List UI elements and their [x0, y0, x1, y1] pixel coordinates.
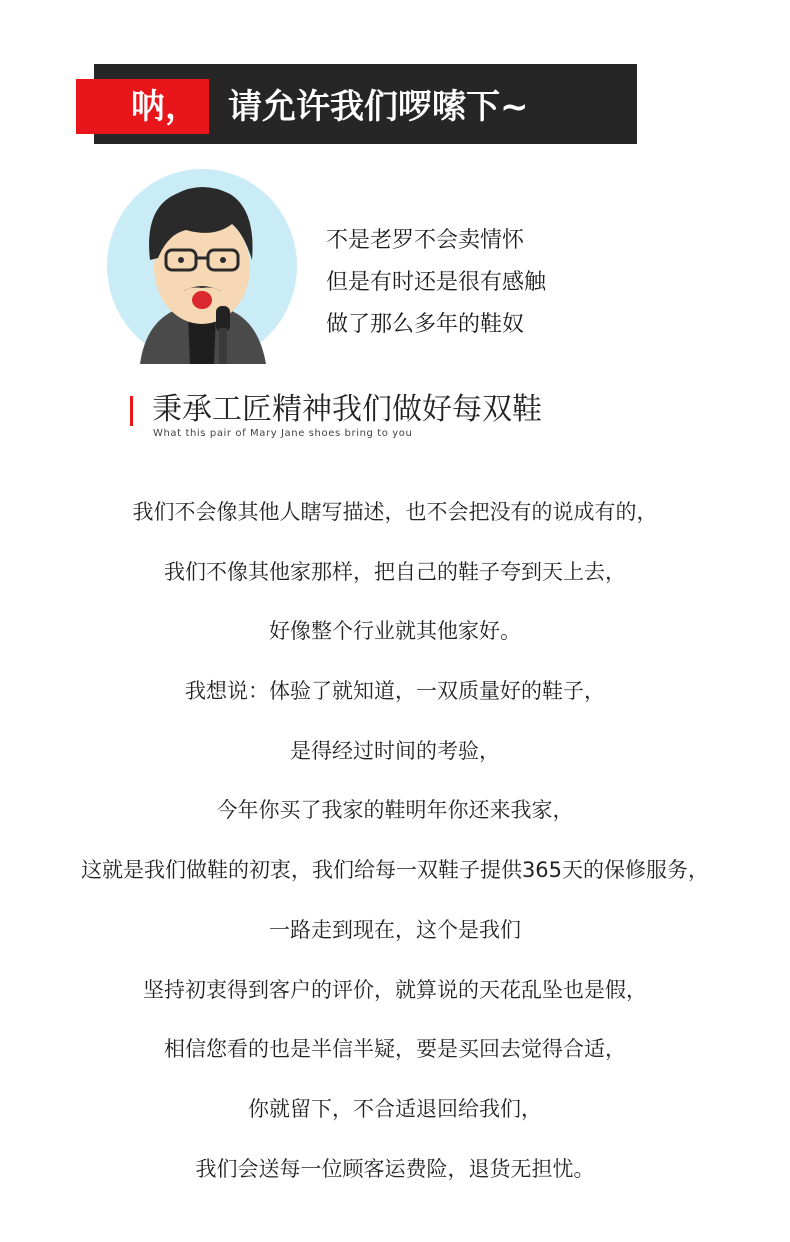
- quote-line: 做了那么多年的鞋奴: [326, 312, 525, 337]
- body-line: 我们会送每一位顾客运费险，退货无担忧。: [195, 1156, 595, 1181]
- quote-line: 但是有时还是很有感触: [326, 270, 547, 295]
- quote-line: 不是老罗不会卖情怀: [326, 228, 525, 253]
- body-line: 好像整个行业就其他家好。: [269, 619, 521, 644]
- body-line: 你就留下，不合适退回给我们，: [248, 1096, 542, 1121]
- body-line: 一路走到现在，这个是我们: [269, 917, 521, 942]
- body-line: 我们不会像其他人瞎写描述，也不会把没有的说成有的，: [132, 500, 658, 524]
- body-line: 坚持初衷得到客户的评价，就算说的天花乱坠也是假，: [143, 977, 647, 1002]
- body-line: 我们不像其他家那样，把自己的鞋子夸到天上去，: [164, 559, 626, 584]
- body-line: 我想说：体验了就知道，一双质量好的鞋子，: [185, 679, 605, 704]
- header-title: 请允许我们啰嗦下~: [228, 87, 529, 127]
- body-text: [0, 492, 790, 1208]
- section-accent-bar: [130, 396, 133, 426]
- header-lead-text: 呐，: [131, 87, 199, 127]
- body-line: 相信您看的也是半信半疑，要是买回去觉得合适，: [164, 1037, 626, 1062]
- cartoon-man-with-microphone-icon: [106, 168, 298, 364]
- body-line: 今年你买了我家的鞋明年你还来我家，: [216, 798, 574, 823]
- section-title: 秉承工匠精神我们做好每双鞋: [152, 392, 542, 427]
- section-subtitle: What this pair of Mary Jane shoes bring to you: [153, 428, 413, 439]
- body-line: 是得经过时间的考验，: [290, 738, 500, 763]
- body-line: 这就是我们做鞋的初衷，我们给每一双鞋子提供365天的保修服务，: [80, 858, 710, 883]
- quote-block: [326, 222, 626, 348]
